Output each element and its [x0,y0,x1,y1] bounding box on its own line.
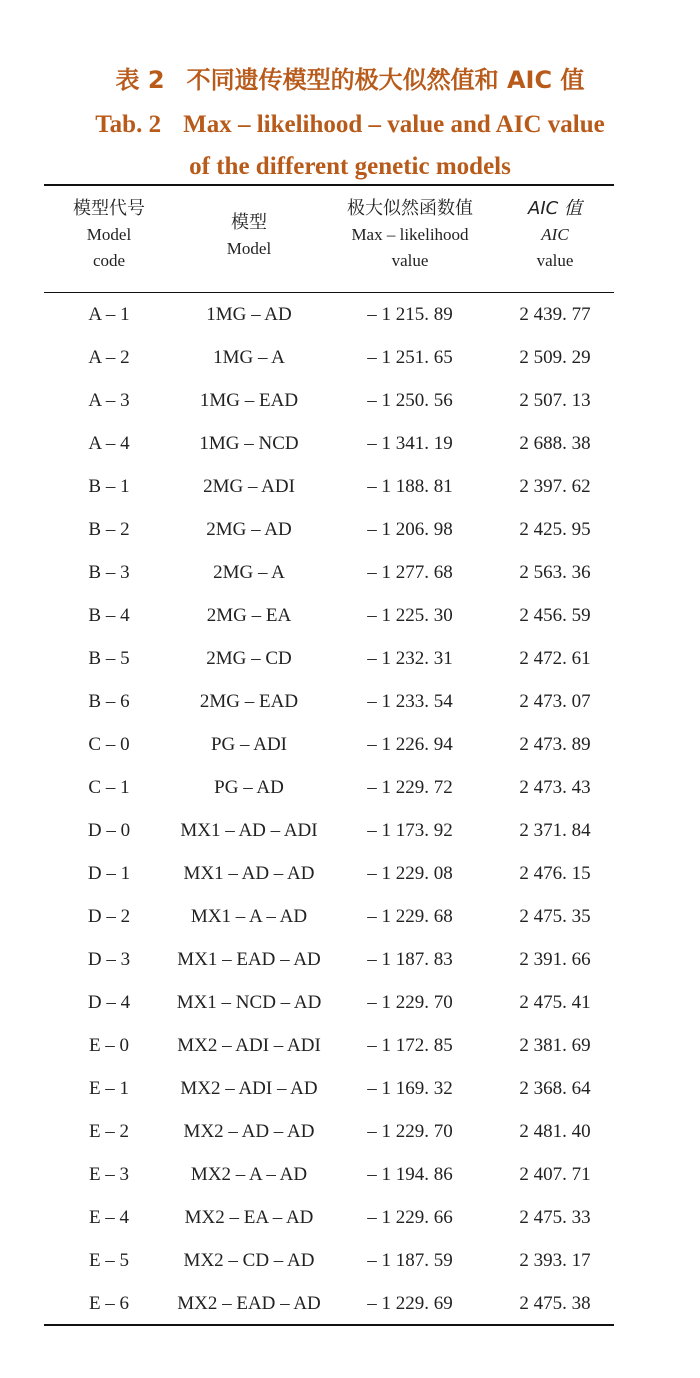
table-row [44,594,614,637]
header-model-cn: 模型 [231,212,267,233]
cell-model: 2MG – AD [206,519,292,540]
table-top-rule [44,184,614,186]
table-row [44,766,614,809]
cell-model-code: D – 4 [87,992,131,1013]
cell-model: 2MG – EA [206,605,292,626]
cell-model: MX1 – AD – ADI [180,820,318,841]
cell-model-code: B – 4 [88,605,130,626]
table-body [44,293,614,1325]
cell-aic-value: 2 473. 43 [519,777,591,798]
cell-model-code: B – 2 [88,519,130,540]
cell-model-code: D – 3 [87,949,131,970]
caption-label-english: Tab. 2 [95,111,162,138]
cell-model: 1MG – AD [206,304,292,325]
cell-aic-value: 2 475. 41 [519,992,591,1013]
cell-max-likelihood: – 1 233. 54 [367,691,453,712]
cell-aic-value: 2 472. 61 [519,648,591,669]
cell-max-likelihood: – 1 229. 72 [367,777,453,798]
cell-model: MX1 – NCD – AD [176,992,322,1013]
cell-model-code: E – 0 [88,1035,130,1056]
cell-model: 1MG – A [213,347,285,368]
table-caption-english-line1 [0,105,700,145]
cell-max-likelihood: – 1 206. 98 [367,519,453,540]
cell-max-likelihood: – 1 172. 85 [367,1035,453,1056]
cell-model: MX2 – EA – AD [184,1207,314,1228]
cell-model: PG – ADI [210,734,287,755]
cell-model-code: A – 2 [88,347,130,368]
cell-aic-value: 2 393. 17 [519,1250,591,1271]
caption-label-chinese: 表 2 [115,66,165,94]
cell-aic-value: 2 473. 07 [519,691,591,712]
cell-max-likelihood: – 1 194. 86 [367,1164,453,1185]
table-row [44,809,614,852]
cell-model-code: E – 3 [88,1164,130,1185]
cell-aic-value: 2 507. 13 [519,390,591,411]
table-row [44,379,614,422]
cell-max-likelihood: – 1 187. 59 [367,1250,453,1271]
cell-max-likelihood: – 1 229. 68 [367,906,453,927]
cell-model: MX1 – AD – AD [183,863,315,884]
table-row [44,336,614,379]
cell-max-likelihood: – 1 215. 89 [367,304,453,325]
cell-model-code: E – 1 [88,1078,130,1099]
cell-model-code: E – 6 [88,1293,130,1314]
table-row [44,293,614,336]
caption-title-chinese: 不同遗传模型的极大似然值和 AIC 值 [186,66,585,94]
cell-max-likelihood: – 1 229. 69 [367,1293,453,1314]
header-model-code-en1: Model [86,225,132,244]
table-row [44,1239,614,1282]
table-row [44,981,614,1024]
cell-aic-value: 2 475. 33 [519,1207,591,1228]
header-max-likelihood-en2: value [391,251,429,270]
cell-max-likelihood: – 1 173. 92 [367,820,453,841]
cell-aic-value: 2 439. 77 [519,304,591,325]
header-model [174,210,324,262]
table-caption-english-line2: of the different genetic models [189,153,511,180]
header-max-likelihood-cn: 极大似然函数值 [347,198,473,219]
cell-aic-value: 2 481. 40 [519,1121,591,1142]
cell-model: PG – AD [214,777,284,798]
cell-max-likelihood: – 1 277. 68 [367,562,453,583]
cell-aic-value: 2 456. 59 [519,605,591,626]
table-row [44,680,614,723]
header-max-likelihood-en1: Max – likelihood [351,225,469,244]
table-row [44,1196,614,1239]
caption-title-english-line1: Max – likelihood – value and AIC value [183,111,605,138]
cell-model-code: E – 4 [88,1207,130,1228]
cell-aic-value: 2 381. 69 [519,1035,591,1056]
cell-aic-value: 2 425. 95 [519,519,591,540]
cell-aic-value: 2 563. 36 [519,562,591,583]
table-row [44,1024,614,1067]
cell-aic-value: 2 688. 38 [519,433,591,454]
table-header [44,196,614,286]
cell-model-code: D – 2 [87,906,131,927]
cell-model-code: D – 0 [87,820,131,841]
cell-model: MX2 – ADI – ADI [177,1035,321,1056]
cell-model-code: B – 1 [88,476,130,497]
table-row [44,422,614,465]
cell-max-likelihood: – 1 169. 32 [367,1078,453,1099]
cell-model-code: B – 3 [88,562,130,583]
cell-model: 1MG – NCD [199,433,299,454]
cell-model-code: D – 1 [87,863,131,884]
cell-aic-value: 2 475. 38 [519,1293,591,1314]
table-caption-chinese [0,60,700,100]
cell-aic-value: 2 509. 29 [519,347,591,368]
table-row [44,551,614,594]
table-row [44,938,614,981]
table-row [44,637,614,680]
cell-model: 2MG – A [213,562,285,583]
cell-model-code: A – 1 [88,304,130,325]
header-aic-en1: AIC [541,225,569,244]
cell-model: MX1 – A – AD [190,906,308,927]
cell-aic-value: 2 476. 15 [519,863,591,884]
table-row [44,1282,614,1325]
header-model-code-cn: 模型代号 [73,198,145,219]
cell-aic-value: 2 473. 89 [519,734,591,755]
cell-model: 2MG – CD [206,648,292,669]
header-aic [496,196,614,274]
table-row [44,895,614,938]
cell-model: MX1 – EAD – AD [177,949,321,970]
table-row [44,723,614,766]
cell-model-code: A – 3 [88,390,130,411]
cell-max-likelihood: – 1 229. 70 [367,992,453,1013]
cell-max-likelihood: – 1 250. 56 [367,390,453,411]
cell-model: MX2 – ADI – AD [180,1078,318,1099]
cell-model: MX2 – AD – AD [183,1121,315,1142]
cell-aic-value: 2 391. 66 [519,949,591,970]
cell-model-code: E – 5 [88,1250,130,1271]
table-row [44,465,614,508]
cell-aic-value: 2 407. 71 [519,1164,591,1185]
cell-model-code: B – 6 [88,691,130,712]
cell-aic-value: 2 397. 62 [519,476,591,497]
cell-model: 1MG – EAD [199,390,299,411]
table-row [44,508,614,551]
cell-model: 2MG – EAD [199,691,299,712]
cell-max-likelihood: – 1 226. 94 [367,734,453,755]
table-row [44,1153,614,1196]
cell-max-likelihood: – 1 225. 30 [367,605,453,626]
header-model-en1: Model [226,239,272,258]
cell-aic-value: 2 475. 35 [519,906,591,927]
table-row [44,1110,614,1153]
cell-max-likelihood: – 1 229. 66 [367,1207,453,1228]
cell-model: MX2 – A – AD [190,1164,308,1185]
header-model-code [44,196,174,274]
cell-model-code: C – 0 [88,734,130,755]
table-row [44,1067,614,1110]
table-row [44,852,614,895]
header-max-likelihood [324,196,496,274]
cell-max-likelihood: – 1 229. 08 [367,863,453,884]
cell-model: 2MG – ADI [203,476,295,497]
header-aic-cn: AIC 值 [528,198,582,219]
header-aic-en2: value [536,251,574,270]
cell-aic-value: 2 371. 84 [519,820,591,841]
header-model-code-en2: code [92,251,126,270]
cell-max-likelihood: – 1 229. 70 [367,1121,453,1142]
cell-max-likelihood: – 1 341. 19 [367,433,453,454]
cell-model-code: B – 5 [88,648,130,669]
cell-model-code: A – 4 [88,433,130,454]
cell-max-likelihood: – 1 251. 65 [367,347,453,368]
cell-model-code: E – 2 [88,1121,130,1142]
cell-model-code: C – 1 [88,777,130,798]
cell-max-likelihood: – 1 187. 83 [367,949,453,970]
cell-model: MX2 – EAD – AD [177,1293,321,1314]
cell-max-likelihood: – 1 232. 31 [367,648,453,669]
cell-aic-value: 2 368. 64 [519,1078,591,1099]
cell-max-likelihood: – 1 188. 81 [367,476,453,497]
table-bottom-rule [44,1324,614,1326]
cell-model: MX2 – CD – AD [183,1250,315,1271]
